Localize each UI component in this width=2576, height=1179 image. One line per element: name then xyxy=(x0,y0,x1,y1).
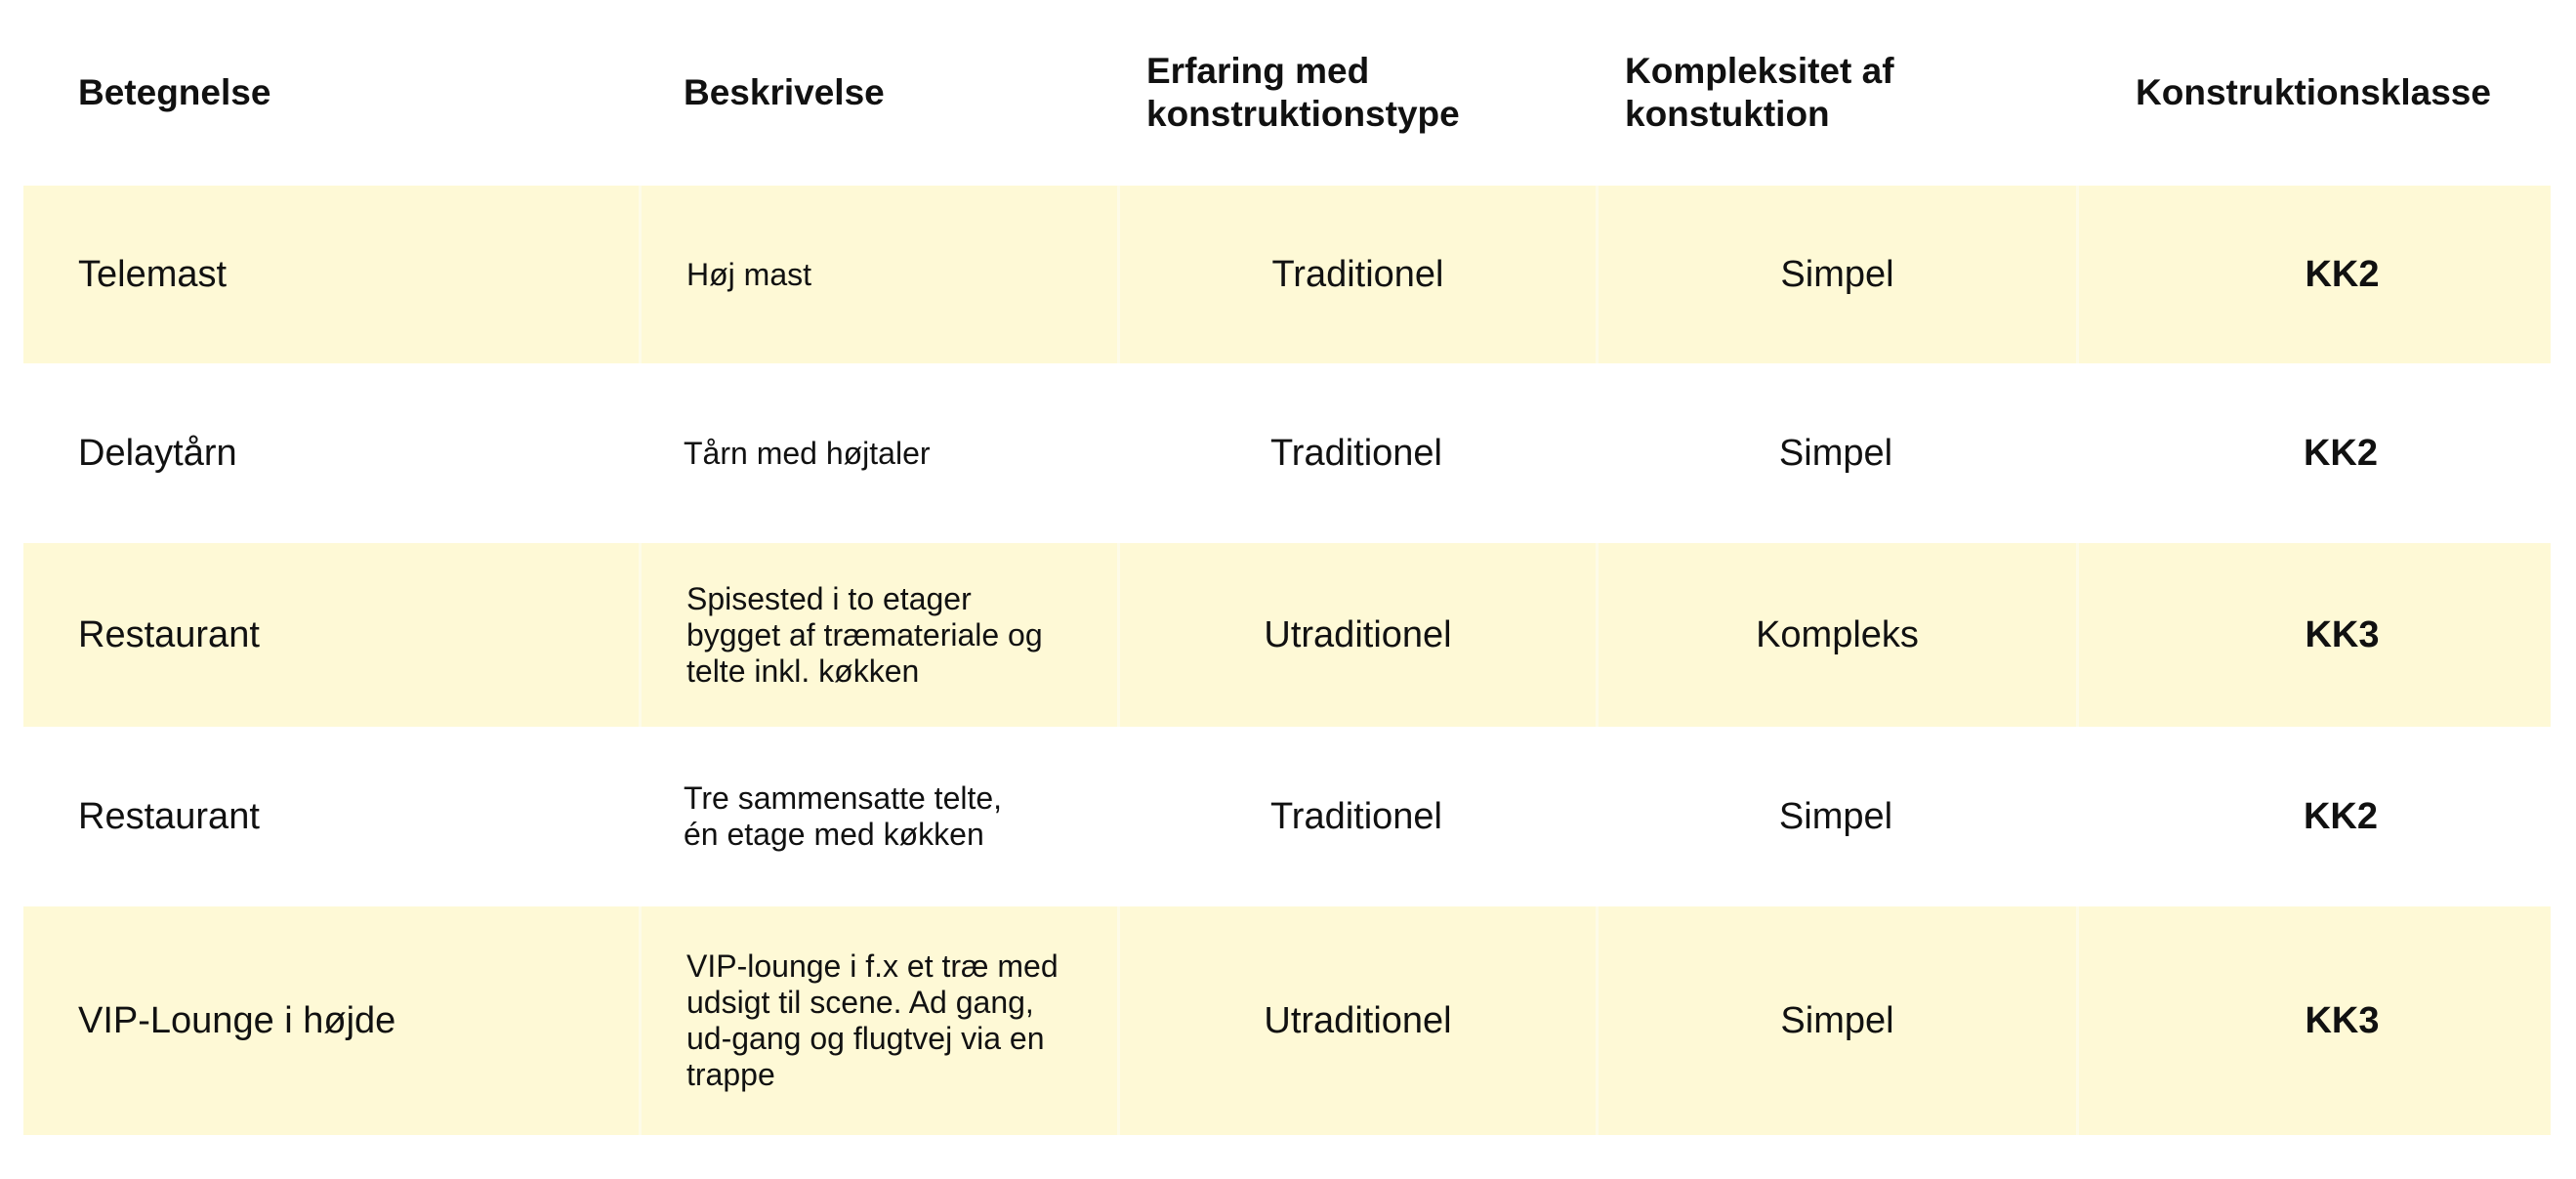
klasse-badge: KK2 xyxy=(2305,253,2380,295)
cell-kompleksitet xyxy=(1596,186,2076,363)
cell-erfaring xyxy=(1117,906,1596,1135)
cell-klasse xyxy=(2076,363,2551,543)
beskrivelse-line: én etage med køkken xyxy=(684,817,984,852)
cell-erfaring xyxy=(1117,543,1596,727)
header-betegnelse xyxy=(23,0,639,186)
erfaring-text: Utraditionel xyxy=(1264,999,1452,1041)
betegnelse-text: Restaurant xyxy=(78,795,260,837)
beskrivelse-line: telte inkl. køkken xyxy=(686,653,920,689)
table-row xyxy=(23,186,2551,363)
header-erfaring-line-2: konstruktionstype xyxy=(1146,94,1460,134)
cell-kompleksitet xyxy=(1596,363,2076,543)
header-betegnelse-label: Betegnelse xyxy=(78,72,271,112)
erfaring-text: Traditionel xyxy=(1269,795,1442,837)
cell-kompleksitet xyxy=(1596,727,2076,906)
beskrivelse-line: Tre sammensatte telte, xyxy=(684,780,1003,816)
cell-klasse xyxy=(2076,906,2551,1135)
cell-betegnelse xyxy=(23,727,639,906)
table-header-row xyxy=(23,0,2551,186)
beskrivelse-line: Tårn med højtaler xyxy=(684,435,931,471)
beskrivelse-line: VIP-lounge i f.x et træ med xyxy=(686,948,1059,984)
cell-kompleksitet xyxy=(1596,906,2076,1135)
header-beskrivelse xyxy=(639,0,1117,186)
beskrivelse-line: udsigt til scene. Ad gang, xyxy=(686,985,1034,1020)
kompleksitet-text: Simpel xyxy=(1778,432,1893,474)
header-kompleksitet xyxy=(1596,0,2076,186)
kompleksitet-text: Simpel xyxy=(1778,795,1893,837)
cell-klasse xyxy=(2076,186,2551,363)
cell-klasse xyxy=(2076,727,2551,906)
klasse-badge: KK3 xyxy=(2305,999,2380,1041)
cell-betegnelse xyxy=(23,906,639,1135)
header-erfaring-line-1: Erfaring med xyxy=(1146,51,1370,91)
kompleksitet-text: Simpel xyxy=(1780,253,1894,295)
cell-erfaring xyxy=(1117,186,1596,363)
betegnelse-text: Restaurant xyxy=(78,613,260,655)
cell-erfaring xyxy=(1117,363,1596,543)
table-row xyxy=(23,363,2551,543)
cell-klasse xyxy=(2076,543,2551,727)
kompleksitet-text: Kompleks xyxy=(1756,613,1919,655)
beskrivelse-line: bygget af træmateriale og xyxy=(686,616,1043,653)
klasse-badge: KK2 xyxy=(2303,795,2379,837)
kompleksitet-text: Simpel xyxy=(1780,999,1894,1041)
header-konstruktionsklasse-label: Konstruktionsklasse xyxy=(2136,72,2491,112)
betegnelse-text: Telemast xyxy=(78,253,228,295)
cell-betegnelse xyxy=(23,186,639,363)
cell-beskrivelse xyxy=(639,186,1117,363)
klasse-badge: KK3 xyxy=(2305,613,2380,655)
header-beskrivelse-label: Beskrivelse xyxy=(684,72,885,112)
cell-beskrivelse xyxy=(639,727,1117,906)
header-erfaring xyxy=(1117,0,1596,186)
klasse-badge: KK2 xyxy=(2303,432,2379,474)
header-kompleksitet-line-2: konstuktion xyxy=(1625,94,1830,134)
cell-betegnelse xyxy=(23,363,639,543)
cell-beskrivelse xyxy=(639,363,1117,543)
erfaring-text: Traditionel xyxy=(1269,432,1442,474)
beskrivelse-line: trappe xyxy=(686,1057,775,1092)
construction-class-table xyxy=(23,0,2551,1135)
beskrivelse-line: Høj mast xyxy=(686,256,811,292)
header-konstruktionsklasse xyxy=(2076,0,2551,186)
cell-beskrivelse xyxy=(639,543,1117,727)
betegnelse-text: Delaytårn xyxy=(78,432,237,474)
beskrivelse-line: Spisested i to etager xyxy=(686,580,972,616)
cell-erfaring xyxy=(1117,727,1596,906)
cell-kompleksitet xyxy=(1596,543,2076,727)
table-row xyxy=(23,727,2551,906)
cell-betegnelse xyxy=(23,543,639,727)
erfaring-text: Utraditionel xyxy=(1264,613,1452,655)
cell-beskrivelse xyxy=(639,906,1117,1135)
beskrivelse-line: ud-gang og flugtvej via en xyxy=(686,1021,1045,1056)
table-row xyxy=(23,543,2551,727)
header-kompleksitet-line-1: Kompleksitet af xyxy=(1625,51,1894,91)
erfaring-text: Traditionel xyxy=(1271,253,1444,295)
table-row xyxy=(23,906,2551,1135)
betegnelse-text: VIP-Lounge i højde xyxy=(78,999,396,1041)
